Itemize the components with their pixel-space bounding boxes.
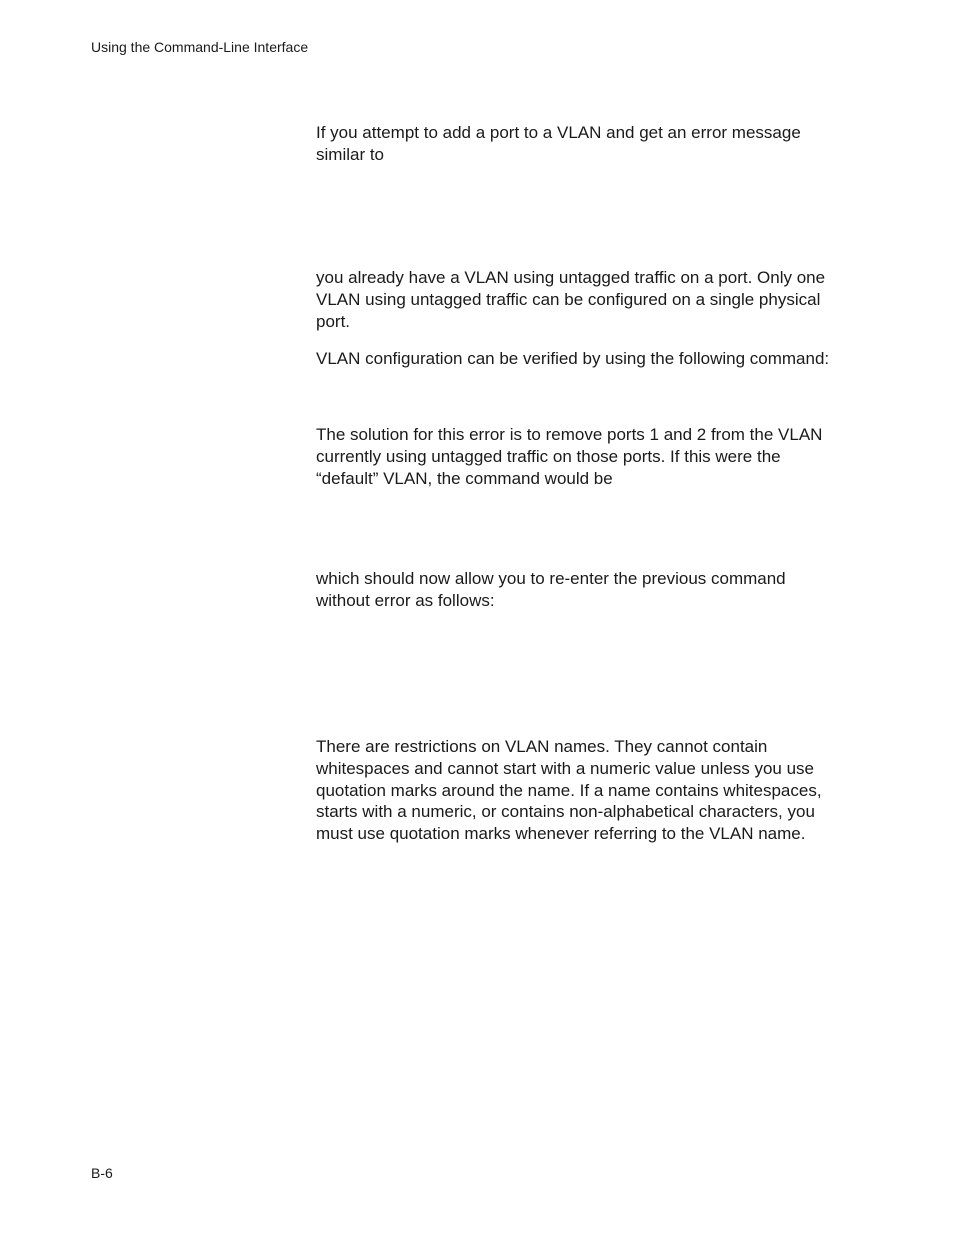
paragraph-line: starts with a numeric, or contains non-alphabetical characters, you [316, 802, 815, 822]
paragraph-line: you already have a VLAN using untagged traffic on a port. Only one [316, 268, 826, 287]
paragraph-line: similar to [316, 144, 385, 164]
running-header: Using the Command-Line Interface [91, 39, 309, 55]
paragraph-line: quotation marks around the name. If a name contains whitespaces, [316, 780, 822, 800]
paragraph-line: VLAN configuration can be verified by using the following command: [316, 349, 830, 368]
paragraph-solution [316, 424, 861, 489]
paragraph-untagged-explanation [316, 267, 861, 332]
paragraph-line: VLAN using untagged traffic can be configured on a single physical [316, 289, 821, 309]
paragraph-line: “default” VLAN, the command would be [316, 468, 613, 488]
paragraph-line: The solution for this error is to remove ports 1 and 2 from the VLAN [316, 425, 823, 444]
paragraph-vlan-name-restrictions [316, 736, 861, 845]
paragraph-line: must use quotation marks whenever referring to the VLAN name. [316, 824, 806, 844]
paragraph-line: which should now allow you to re-enter the previous command [316, 569, 786, 588]
paragraph-error-message-intro [316, 122, 861, 166]
paragraph-line: There are restrictions on VLAN names. They cannot contain [316, 737, 768, 756]
paragraph-line: port. [316, 311, 351, 331]
paragraph-line: whitespaces and cannot start with a numeric value unless you use [316, 758, 814, 778]
paragraph-verify-command [316, 348, 861, 370]
paragraph-line: currently using untagged traffic on those ports. If this were the [316, 446, 781, 466]
page-number: B-6 [91, 1165, 113, 1181]
paragraph-line: If you attempt to add a port to a VLAN and get an error message [316, 123, 801, 142]
paragraph-line: without error as follows: [316, 590, 495, 610]
paragraph-re-enter [316, 568, 861, 612]
